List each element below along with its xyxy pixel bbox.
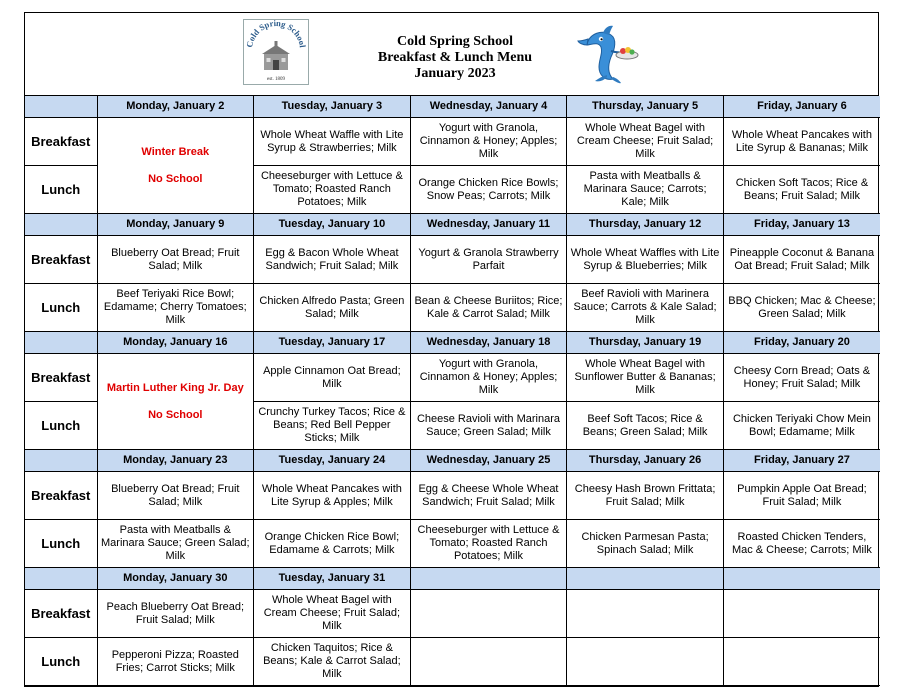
breakfast-cell-thursday: Whole Wheat Bagel with Sunflower Butter & Bananas; Milk — [567, 354, 724, 402]
lunch-cell-thursday: Chicken Parmesan Pasta; Spinach Salad; Milk — [567, 520, 724, 568]
svg-text:est. 1809: est. 1809 — [266, 77, 286, 82]
breakfast-cell-tuesday: Whole Wheat Bagel with Cream Cheese; Fruit Salad; Milk — [254, 590, 411, 638]
breakfast-cell-wednesday: Yogurt with Granola, Cinnamon & Honey; Apples; Milk — [410, 354, 567, 402]
lunch-cell-wednesday: Cheeseburger with Lettuce & Tomato; Roasted Ranch Potatoes; Milk — [410, 520, 567, 568]
week-5-lunch-row — [25, 638, 880, 686]
breakfast-cell-friday: Pineapple Coconut & Banana Oat Bread; Fruit Salad; Milk — [723, 236, 880, 284]
day-header-wednesday: Wednesday, January 18 — [410, 332, 567, 354]
lunch-cell-thursday: Pasta with Meatballs & Marinara Sauce; Carrots; Kale; Milk — [567, 166, 724, 214]
lunch-cell-monday: Beef Teriyaki Rice Bowl; Edamame; Cherry Tomatoes; Milk — [97, 284, 254, 332]
lunch-cell-friday: BBQ Chicken; Mac & Cheese; Green Salad; Milk — [723, 284, 880, 332]
holiday-title: Martin Luther King Jr. Day — [106, 381, 244, 394]
lunch-cell-wednesday: Cheese Ravioli with Marinara Sauce; Green Salad; Milk — [410, 402, 567, 450]
lunch-cell-tuesday: Cheeseburger with Lettuce & Tomato; Roasted Ranch Potatoes; Milk — [254, 166, 411, 214]
day-header-thursday: Thursday, January 12 — [567, 214, 724, 236]
breakfast-cell-wednesday: Yogurt & Granola Strawberry Parfait — [410, 236, 567, 284]
breakfast-label: Breakfast — [25, 472, 97, 520]
lunch-cell-monday: Pasta with Meatballs & Marinara Sauce; Green Salad; Milk — [97, 520, 254, 568]
menu-month: January 2023 — [414, 66, 496, 81]
lunch-cell-friday: Roasted Chicken Tenders, Mac & Cheese; Carrots; Milk — [723, 520, 880, 568]
day-header-friday — [723, 568, 880, 590]
day-header-tuesday: Tuesday, January 24 — [254, 450, 411, 472]
breakfast-cell-friday: Pumpkin Apple Oat Bread; Fruit Salad; Milk — [723, 472, 880, 520]
holiday-cell — [97, 118, 254, 214]
day-header-monday: Monday, January 23 — [97, 450, 254, 472]
day-header-tuesday: Tuesday, January 3 — [254, 96, 411, 118]
week-3-breakfast-row — [25, 354, 880, 402]
row-label-spacer — [25, 96, 97, 118]
holiday-cell — [97, 354, 254, 450]
breakfast-label: Breakfast — [25, 590, 97, 638]
lunch-cell-thursday — [567, 638, 724, 686]
week-2-days-row — [25, 214, 880, 236]
day-header-monday: Monday, January 16 — [97, 332, 254, 354]
day-header-tuesday: Tuesday, January 31 — [254, 568, 411, 590]
breakfast-cell-friday — [723, 590, 880, 638]
day-header-friday: Friday, January 13 — [723, 214, 880, 236]
lunch-cell-thursday: Beef Ravioli with Marinera Sauce; Carrots & Kale Salad; Milk — [567, 284, 724, 332]
week-1-breakfast-row — [25, 118, 880, 166]
holiday-note: No School — [148, 172, 203, 185]
school-name: Cold Spring School — [397, 34, 513, 49]
breakfast-cell-friday: Cheesy Corn Bread; Oats & Honey; Fruit Salad; Milk — [723, 354, 880, 402]
breakfast-cell-wednesday — [410, 590, 567, 638]
day-header-thursday: Thursday, January 19 — [567, 332, 724, 354]
week-3-days-row — [25, 332, 880, 354]
day-header-thursday: Thursday, January 5 — [567, 96, 724, 118]
row-label-spacer — [25, 450, 97, 472]
holiday-note: No School — [148, 408, 203, 421]
lunch-cell-wednesday — [410, 638, 567, 686]
breakfast-cell-tuesday: Egg & Bacon Whole Wheat Sandwich; Fruit Salad; Milk — [254, 236, 411, 284]
lunch-cell-tuesday: Orange Chicken Rice Bowl; Edamame & Carrots; Milk — [254, 520, 411, 568]
svg-text:Cold Spring School: Cold Spring School — [244, 20, 308, 49]
breakfast-cell-tuesday: Apple Cinnamon Oat Bread; Milk — [254, 354, 411, 402]
breakfast-cell-monday: Blueberry Oat Bread; Fruit Salad; Milk — [97, 472, 254, 520]
day-header-wednesday: Wednesday, January 25 — [410, 450, 567, 472]
breakfast-cell-wednesday: Yogurt with Granola, Cinnamon & Honey; Apples; Milk — [410, 118, 567, 166]
day-header-wednesday — [410, 568, 567, 590]
day-header-monday: Monday, January 9 — [97, 214, 254, 236]
lunch-cell-wednesday: Orange Chicken Rice Bowls; Snow Peas; Carrots; Milk — [410, 166, 567, 214]
menu-title-block — [355, 34, 555, 82]
breakfast-cell-thursday — [567, 590, 724, 638]
dolphin-mascot-icon — [577, 23, 639, 85]
holiday-title: Winter Break — [141, 145, 210, 158]
breakfast-cell-thursday: Whole Wheat Waffles with Lite Syrup & Blueberries; Milk — [567, 236, 724, 284]
row-label-spacer — [25, 332, 97, 354]
breakfast-cell-monday: Peach Blueberry Oat Bread; Fruit Salad; Milk — [97, 590, 254, 638]
breakfast-label: Breakfast — [25, 236, 97, 284]
school-logo — [243, 19, 309, 85]
lunch-cell-friday: Chicken Teriyaki Chow Mein Bowl; Edamame; Milk — [723, 402, 880, 450]
week-4-lunch-row — [25, 520, 880, 568]
breakfast-cell-friday: Whole Wheat Pancakes with Lite Syrup & Bananas; Milk — [723, 118, 880, 166]
day-header-friday: Friday, January 27 — [723, 450, 880, 472]
week-2-lunch-row — [25, 284, 880, 332]
lunch-cell-tuesday: Chicken Taquitos; Rice & Beans; Kale & Carrot Salad; Milk — [254, 638, 411, 686]
week-5-days-row — [25, 568, 880, 590]
menu-title: Breakfast & Lunch Menu — [377, 50, 533, 65]
row-label-spacer — [25, 568, 97, 590]
day-header-friday: Friday, January 6 — [723, 96, 880, 118]
lunch-label: Lunch — [25, 520, 97, 568]
lunch-cell-friday — [723, 638, 880, 686]
week-4-days-row — [25, 450, 880, 472]
menu-header — [25, 13, 878, 96]
lunch-cell-tuesday: Crunchy Turkey Tacos; Rice & Beans; Red Bell Pepper Sticks; Milk — [254, 402, 411, 450]
lunch-cell-monday: Pepperoni Pizza; Roasted Fries; Carrot Sticks; Milk — [97, 638, 254, 686]
week-2-breakfast-row — [25, 236, 880, 284]
menu-table — [25, 96, 880, 686]
breakfast-cell-monday: Blueberry Oat Bread; Fruit Salad; Milk — [97, 236, 254, 284]
breakfast-cell-thursday: Whole Wheat Bagel with Cream Cheese; Fruit Salad; Milk — [567, 118, 724, 166]
day-header-wednesday: Wednesday, January 11 — [410, 214, 567, 236]
breakfast-label: Breakfast — [25, 118, 97, 166]
lunch-cell-tuesday: Chicken Alfredo Pasta; Green Salad; Milk — [254, 284, 411, 332]
breakfast-cell-tuesday: Whole Wheat Waffle with Lite Syrup & Strawberries; Milk — [254, 118, 411, 166]
week-1-days-row — [25, 96, 880, 118]
day-header-thursday — [567, 568, 724, 590]
row-label-spacer — [25, 214, 97, 236]
breakfast-cell-wednesday: Egg & Cheese Whole Wheat Sandwich; Fruit Salad; Milk — [410, 472, 567, 520]
lunch-label: Lunch — [25, 166, 97, 214]
day-header-monday: Monday, January 30 — [97, 568, 254, 590]
day-header-tuesday: Tuesday, January 17 — [254, 332, 411, 354]
day-header-friday: Friday, January 20 — [723, 332, 880, 354]
day-header-monday: Monday, January 2 — [97, 96, 254, 118]
day-header-tuesday: Tuesday, January 10 — [254, 214, 411, 236]
week-4-breakfast-row — [25, 472, 880, 520]
lunch-label: Lunch — [25, 638, 97, 686]
lunch-cell-thursday: Beef Soft Tacos; Rice & Beans; Green Salad; Milk — [567, 402, 724, 450]
breakfast-cell-tuesday: Whole Wheat Pancakes with Lite Syrup & Apples; Milk — [254, 472, 411, 520]
breakfast-label: Breakfast — [25, 354, 97, 402]
lunch-label: Lunch — [25, 284, 97, 332]
lunch-label: Lunch — [25, 402, 97, 450]
menu-sheet — [24, 12, 879, 687]
lunch-cell-friday: Chicken Soft Tacos; Rice & Beans; Fruit Salad; Milk — [723, 166, 880, 214]
breakfast-cell-thursday: Cheesy Hash Brown Frittata; Fruit Salad; Milk — [567, 472, 724, 520]
day-header-thursday: Thursday, January 26 — [567, 450, 724, 472]
lunch-cell-wednesday: Bean & Cheese Buriitos; Rice; Kale & Carrot Salad; Milk — [410, 284, 567, 332]
week-5-breakfast-row — [25, 590, 880, 638]
day-header-wednesday: Wednesday, January 4 — [410, 96, 567, 118]
